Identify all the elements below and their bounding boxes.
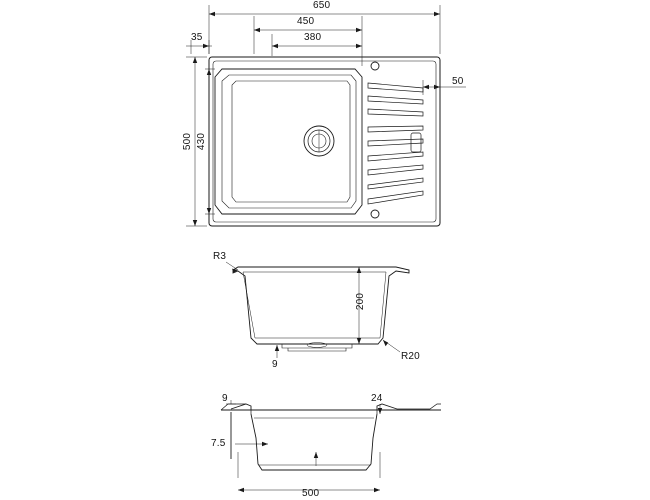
front-section-profile xyxy=(233,267,409,351)
dim-label-bowl-length: 500 xyxy=(302,488,320,499)
top-view-tap-holes xyxy=(371,62,379,218)
dim-label-bowl-height: 430 xyxy=(196,132,208,151)
dim-label-drain-offset: 9 xyxy=(272,359,278,370)
top-view-dimensions xyxy=(186,5,466,226)
dim-label-corner-radius-top: R3 xyxy=(213,251,227,262)
side-section-profile xyxy=(221,404,441,478)
dim-label-overall-width: 650 xyxy=(313,0,331,11)
dim-label-left-margin: 35 xyxy=(191,32,203,43)
dim-label-bowl-to-edge: 450 xyxy=(297,16,315,27)
dim-label-under-rim: 7.5 xyxy=(211,438,226,449)
dim-label-bowl-depth: 200 xyxy=(355,292,367,311)
top-view-drainer-grooves xyxy=(368,83,423,204)
dim-label-bowl-width: 380 xyxy=(304,32,322,43)
top-view-drain xyxy=(304,126,334,156)
dim-label-overall-height: 500 xyxy=(182,132,194,151)
dim-label-right-edge-offset: 50 xyxy=(452,76,464,87)
dim-label-rim-offset: 24 xyxy=(371,393,383,404)
side-section-dimensions xyxy=(226,400,382,492)
dim-label-corner-radius-bottom: R20 xyxy=(401,351,420,362)
top-view-bowl xyxy=(215,69,362,214)
top-view-sink-outline xyxy=(209,57,440,226)
dim-label-rim-thickness: 9 xyxy=(222,393,228,404)
